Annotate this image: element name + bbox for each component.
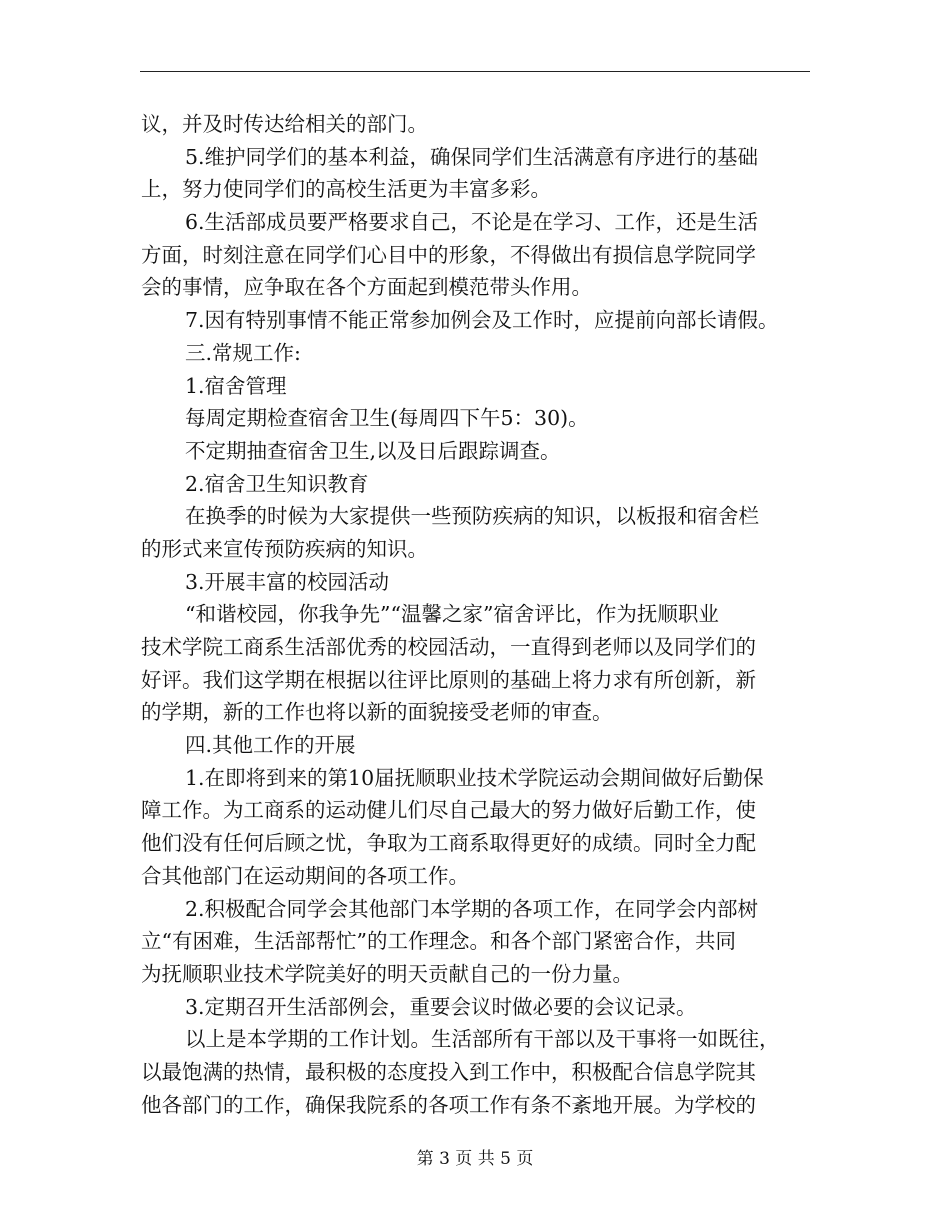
- text-line: 5.维护同学们的基本利益，确保同学们生活满意有序进行的基础: [185, 144, 759, 169]
- text-line: 障工作。为工商系的运动健儿们尽自己最大的努力做好后勤工作，使: [141, 798, 756, 823]
- text-line: 为抚顺职业技术学院美好的明天贡献自己的一份力量。: [141, 961, 633, 986]
- text-line: 2.宿舍卫生知识教育: [185, 471, 369, 496]
- text-line: 议，并及时传达给相关的部门。: [141, 112, 428, 136]
- text-line: 合其他部门在运动期间的各项工作。: [141, 863, 469, 888]
- text-line: 3.开展丰富的校园活动: [185, 569, 390, 594]
- text-line: 的学期，新的工作也将以新的面貌接受老师的审查。: [141, 700, 613, 725]
- text-line: 立“有困难，生活部帮忙”的工作理念。和各个部门紧密合作，共同: [141, 929, 736, 954]
- text-line: 不定期抽查宿舍卫生,以及日后跟踪调查。: [185, 438, 561, 463]
- header-rule: [140, 71, 810, 72]
- page-footer: 第 3 页 共 5 页: [416, 1149, 534, 1169]
- text-line: 以最饱满的热情，最积极的态度投入到工作中，积极配合信息学院其: [141, 1059, 756, 1084]
- text-line: 四.其他工作的开展: [185, 733, 356, 758]
- text-line: 每周定期检查宿舍卫生(每周四下午5：30)。: [185, 406, 589, 431]
- text-line: 1.宿舍管理: [185, 373, 287, 398]
- document-body: [141, 108, 809, 1121]
- text-line: 会的事情，应争取在各个方面起到模范带头作用。: [141, 275, 592, 300]
- text-line: “和谐校园，你我争先”“温馨之家”宿舍评比，作为抚顺职业: [185, 602, 719, 627]
- text-line: 3.定期召开生活部例会，重要会议时做必要的会议记录。: [185, 994, 697, 1019]
- text-line: 三.常规工作:: [185, 340, 301, 365]
- text-line: 7.因有特别事情不能正常参加例会及工作时，应提前向部长请假。: [185, 308, 779, 333]
- text-line: 他各部门的工作，确保我院系的各项工作有条不紊地开展。为学校的: [141, 1092, 756, 1117]
- text-line: 方面，时刻注意在同学们心目中的形象，不得做出有损信息学院同学: [141, 242, 756, 267]
- text-line: 在换季的时候为大家提供一些预防疾病的知识，以板报和宿舍栏: [185, 504, 759, 529]
- text-line: 上，努力使同学们的高校生活更为丰富多彩。: [141, 177, 551, 202]
- text-line: 2.积极配合同学会其他部门本学期的各项工作，在同学会内部树: [185, 896, 759, 921]
- text-line: 他们没有任何后顾之忧，争取为工商系取得更好的成绩。同时全力配: [141, 831, 756, 856]
- text-line: 的形式来宣传预防疾病的知识。: [141, 536, 428, 561]
- text-line: 以上是本学期的工作计划。生活部所有干部以及干事将一如既往，: [185, 1027, 780, 1052]
- text-line: 6.生活部成员要严格要求自己，不论是在学习、工作，还是生活: [185, 210, 759, 235]
- text-line: 好评。我们这学期在根据以往评比原则的基础上将力求有所创新，新: [141, 667, 756, 692]
- text-line: 1.在即将到来的第10届抚顺职业技术学院运动会期间做好后勤保: [185, 765, 764, 790]
- text-line: 技术学院工商系生活部优秀的校园活动，一直得到老师以及同学们的: [141, 635, 756, 659]
